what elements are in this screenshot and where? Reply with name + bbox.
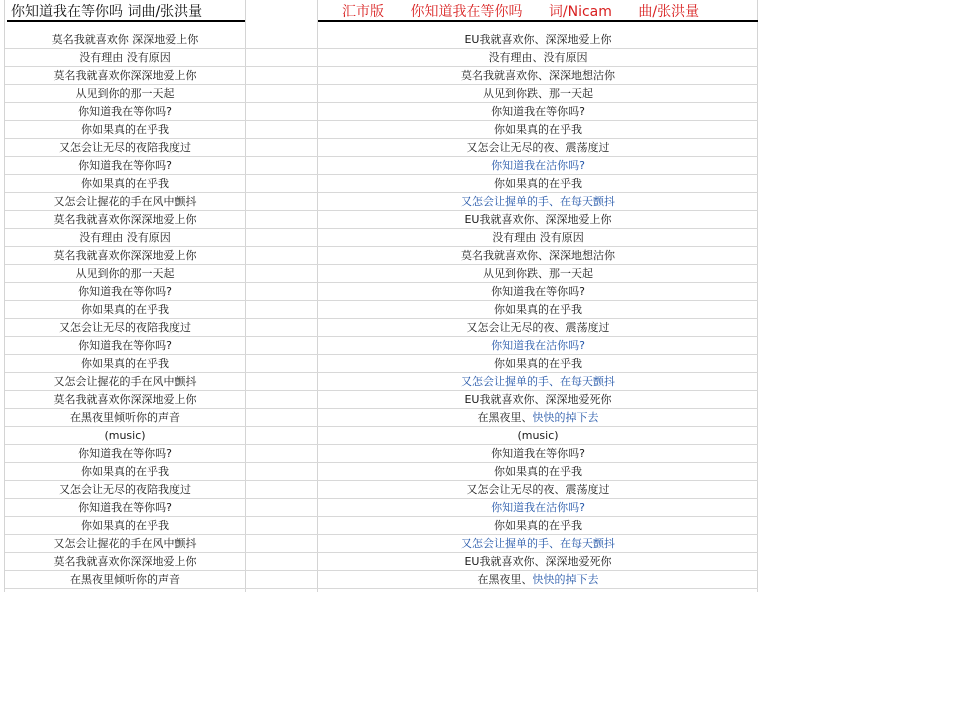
table-row	[5, 355, 758, 373]
parody-lyric-cell[interactable]	[318, 247, 758, 264]
table-row	[5, 85, 758, 103]
changed-lyric-text: 快快的掉下去	[532, 573, 599, 586]
original-lyric-cell[interactable]: 你知道我在等你吗?	[78, 447, 172, 460]
changed-lyric-text: 又怎会让握单的手、在每天颤抖	[461, 195, 615, 208]
parody-lyric-cell[interactable]	[318, 175, 758, 192]
table-row	[5, 463, 758, 481]
table-row	[5, 445, 758, 463]
original-lyric-cell[interactable]: 你如果真的在乎我	[81, 519, 169, 532]
lyric-text: 你知道我在等你吗?	[491, 105, 585, 118]
table-row	[5, 337, 758, 355]
lyric-text: 又怎会让无尽的夜、震荡度过	[466, 141, 610, 154]
table-row	[5, 319, 758, 337]
parody-lyric-cell[interactable]	[318, 229, 758, 246]
original-lyric-cell[interactable]: 莫名我就喜欢你深深地爱上你	[53, 249, 197, 262]
parody-lyric-cell[interactable]	[318, 319, 758, 336]
table-row	[5, 31, 758, 49]
table-row	[5, 427, 758, 445]
lyric-text: 从见到你跌、那一天起	[483, 267, 593, 280]
lyric-text: 你知道我在等你吗?	[491, 285, 585, 298]
lyric-text: 你如果真的在乎我	[494, 177, 582, 190]
original-lyric-cell[interactable]: 又怎会让无尽的夜陪我度过	[59, 483, 191, 496]
original-lyric-cell[interactable]: 莫名我就喜欢你深深地爱上你	[53, 555, 197, 568]
lyric-text: 没有理由、没有原因	[488, 51, 588, 64]
lyric-text: EU我就喜欢你、深深地爱死你	[464, 555, 612, 568]
original-lyric-cell[interactable]: 你知道我在等你吗?	[78, 339, 172, 352]
original-lyric-cell[interactable]: 在黑夜里倾听你的声音	[70, 411, 180, 424]
lyric-text: 你知道我在等你吗?	[491, 447, 585, 460]
parody-lyric-cell[interactable]	[318, 193, 758, 210]
changed-lyric-text: 又怎会让握单的手、在每天颤抖	[461, 537, 615, 550]
original-lyric-cell[interactable]: 从见到你的那一天起	[75, 267, 175, 280]
table-row	[5, 175, 758, 193]
table-row	[5, 373, 758, 391]
parody-lyric-cell[interactable]	[318, 301, 758, 318]
original-lyric-cell[interactable]: 莫名我就喜欢你 深深地爱上你	[51, 33, 199, 46]
table-row	[5, 517, 758, 535]
original-lyric-cell[interactable]: 又怎会让握花的手在风中颤抖	[53, 195, 197, 208]
parody-lyric-cell[interactable]	[318, 121, 758, 138]
original-lyric-cell[interactable]: 没有理由 没有原因	[79, 51, 171, 64]
parody-lyric-cell[interactable]	[318, 49, 758, 66]
table-row	[5, 229, 758, 247]
table-row	[5, 247, 758, 265]
lyric-text: 从见到你跌、那一天起	[483, 87, 593, 100]
original-lyric-cell[interactable]: 又怎会让握花的手在风中颤抖	[53, 375, 197, 388]
parody-lyric-cell[interactable]	[318, 517, 758, 534]
changed-lyric-text: 又怎会让握单的手、在每天颤抖	[461, 375, 615, 388]
original-lyric-cell[interactable]: 从见到你的那一天起	[75, 87, 175, 100]
original-song-header[interactable]: 你知道我在等你吗 词曲/张洪量	[7, 2, 245, 22]
parody-lyric-cell[interactable]	[318, 553, 758, 570]
lyric-text: EU我就喜欢你、深深地爱上你	[464, 33, 612, 46]
parody-lyric-cell[interactable]	[318, 535, 758, 552]
original-lyric-cell[interactable]: 又怎会让无尽的夜陪我度过	[59, 321, 191, 334]
original-lyric-cell[interactable]: 你知道我在等你吗?	[78, 501, 172, 514]
original-lyric-cell[interactable]: 又怎会让无尽的夜陪我度过	[59, 141, 191, 154]
lyric-text: 在黑夜里、	[477, 411, 533, 424]
original-lyric-cell[interactable]: 莫名我就喜欢你深深地爱上你	[53, 69, 197, 82]
parody-lyric-cell[interactable]	[318, 67, 758, 84]
lyric-text: 你如果真的在乎我	[494, 123, 582, 136]
table-row	[5, 67, 758, 85]
parody-lyric-cell[interactable]	[318, 211, 758, 228]
lyric-text: 你如果真的在乎我	[494, 303, 582, 316]
parody-lyric-cell[interactable]	[318, 85, 758, 102]
table-row	[5, 391, 758, 409]
table-row	[5, 535, 758, 553]
parody-lyric-cell[interactable]	[318, 445, 758, 462]
lyric-text: EU我就喜欢你、深深地爱上你	[464, 213, 612, 226]
changed-lyric-text: 快快的掉下去	[532, 411, 599, 424]
parody-lyric-cell[interactable]	[318, 373, 758, 390]
parody-lyric-cell[interactable]	[318, 283, 758, 300]
original-lyric-cell[interactable]: 你知道我在等你吗?	[78, 285, 172, 298]
table-row	[5, 481, 758, 499]
parody-lyric-cell[interactable]	[318, 499, 758, 516]
table-row	[5, 193, 758, 211]
original-lyric-cell[interactable]: 在黑夜里倾听你的声音	[70, 573, 180, 586]
lyric-text: 你如果真的在乎我	[494, 465, 582, 478]
lyric-text: 你如果真的在乎我	[494, 519, 582, 532]
parody-lyric-cell[interactable]	[318, 103, 758, 120]
original-lyric-cell[interactable]: 又怎会让握花的手在风中颤抖	[53, 537, 197, 550]
parody-lyric-cell[interactable]	[318, 265, 758, 282]
lyric-text: 你如果真的在乎我	[494, 357, 582, 370]
original-lyric-cell[interactable]: 你知道我在等你吗?	[78, 105, 172, 118]
original-lyric-cell[interactable]: 你如果真的在乎我	[81, 303, 169, 316]
lyric-text: 又怎会让无尽的夜、震荡度过	[466, 483, 610, 496]
table-row	[5, 211, 758, 229]
parody-lyric-cell[interactable]	[318, 409, 758, 426]
changed-lyric-text: 你知道我在沽你吗?	[491, 159, 585, 172]
table-row	[5, 409, 758, 427]
table-row	[5, 103, 758, 121]
header-version: 汇市版	[342, 4, 384, 20]
lyric-text: 在黑夜里、	[477, 573, 533, 586]
table-row	[5, 499, 758, 517]
parody-lyric-cell[interactable]	[318, 481, 758, 498]
original-lyric-cell[interactable]: 莫名我就喜欢你深深地爱上你	[53, 213, 197, 226]
table-row	[5, 139, 758, 157]
lyric-text: 莫名我就喜欢你、深深地想沽你	[461, 69, 615, 82]
lyric-text: 没有理由 没有原因	[492, 231, 584, 244]
table-row	[5, 49, 758, 67]
original-lyric-cell[interactable]: 没有理由 没有原因	[79, 231, 171, 244]
table-row	[5, 301, 758, 319]
changed-lyric-text: 你知道我在沽你吗?	[491, 339, 585, 352]
lyric-text: 莫名我就喜欢你、深深地想沽你	[461, 249, 615, 262]
parody-lyric-cell[interactable]	[318, 355, 758, 372]
parody-lyric-cell[interactable]	[318, 571, 758, 588]
parody-lyric-cell[interactable]	[318, 337, 758, 354]
original-lyric-cell[interactable]: 你如果真的在乎我	[81, 465, 169, 478]
original-lyric-cell[interactable]: 你如果真的在乎我	[81, 123, 169, 136]
table-row	[5, 265, 758, 283]
parody-lyric-cell[interactable]	[318, 31, 758, 48]
parody-lyric-cell[interactable]	[318, 427, 758, 444]
header-lyricist: 词/Nicam	[548, 4, 612, 20]
table-row	[5, 571, 758, 589]
parody-song-header[interactable]	[318, 2, 758, 22]
header-composer: 曲/张洪量	[638, 4, 700, 20]
changed-lyric-text: 你知道我在沽你吗?	[491, 501, 585, 514]
original-lyric-cell[interactable]: 你如果真的在乎我	[81, 177, 169, 190]
parody-lyric-cell[interactable]	[318, 463, 758, 480]
parody-lyric-cell[interactable]	[318, 157, 758, 174]
lyric-text: EU我就喜欢你、深深地爱死你	[464, 393, 612, 406]
table-row	[5, 121, 758, 139]
original-lyric-cell[interactable]: (music)	[104, 429, 146, 442]
lyric-text: (music)	[517, 429, 559, 442]
lyric-text: 又怎会让无尽的夜、震荡度过	[466, 321, 610, 334]
original-lyric-cell[interactable]: 你知道我在等你吗?	[78, 159, 172, 172]
parody-lyric-cell[interactable]	[318, 391, 758, 408]
header-title: 你知道我在等你吗	[410, 4, 523, 20]
original-lyric-cell[interactable]: 你如果真的在乎我	[81, 357, 169, 370]
table-row	[5, 553, 758, 571]
table-row	[5, 283, 758, 301]
parody-lyric-cell[interactable]	[318, 139, 758, 156]
original-lyric-cell[interactable]: 莫名我就喜欢你深深地爱上你	[53, 393, 197, 406]
table-row	[5, 157, 758, 175]
